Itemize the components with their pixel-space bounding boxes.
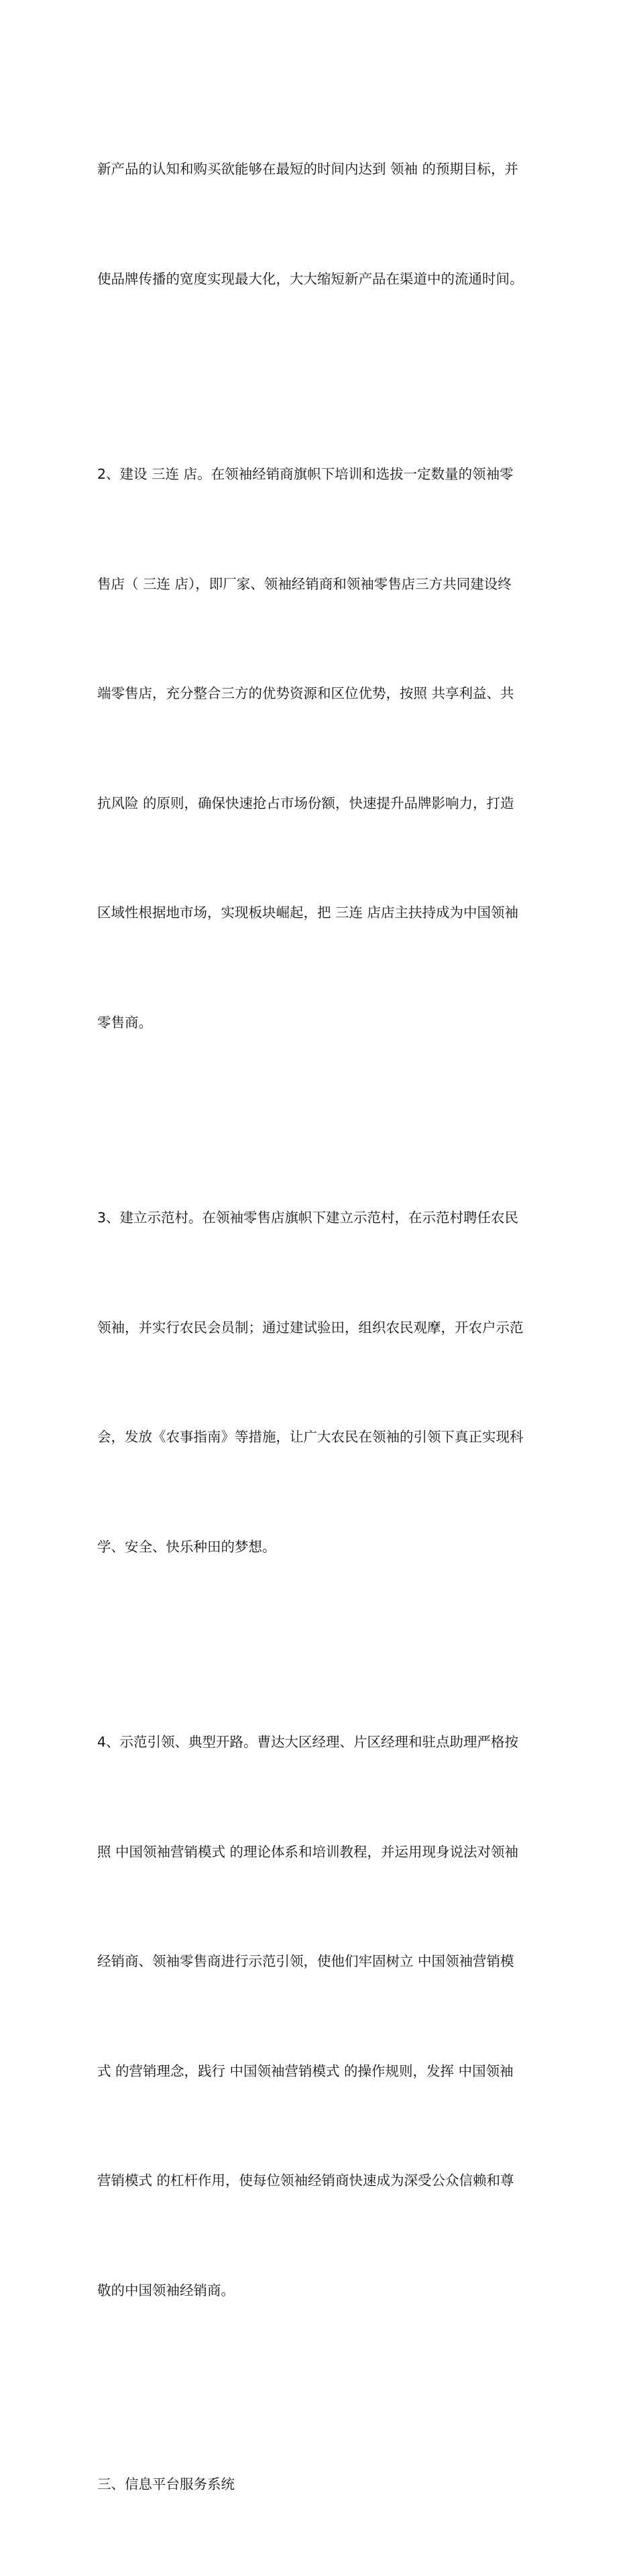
paragraph-item-3 [97,1126,543,1638]
text-line: 会，发放《农事指南》等措施，让广大农民在领袖的引领下真正实现科 [97,1429,524,1445]
document-body [97,78,543,2576]
paragraph-spacer [97,1638,543,1651]
text-line: 抗风险 的原则，确保快速抢占市场份额，快速提升品牌影响力，打造 [97,795,514,811]
text-line: 端零售店，充分整合三方的优势资源和区位优势，按照 共享利益、共 [97,685,514,701]
paragraph-spacer [97,370,543,383]
text-line: 售店（ 三连 店），即厂家、领袖经销商和领袖零售店三方共同建设终 [97,575,512,592]
text-line: 学、安全、快乐种田的梦想。 [97,1538,276,1555]
text-line: 式 的营销理念，践行 中国领袖营销模式 的操作规则，发挥 中国领袖 [97,2062,514,2079]
text-line: 使品牌传播的宽度实现最大化，大大缩短新产品在渠道中的流通时间。 [97,270,524,287]
text-line: 经销商、领袖零售商进行示范引领，使他们牢固树立 中国领袖营销模 [97,1953,514,1969]
text-line: 营销模式 的杠杆作用，使每位领袖经销商快速成为深受公众信赖和尊 [97,2172,514,2188]
paragraph-intro-continuation [97,78,543,370]
text-line: 新产品的认知和购买欲能够在最短的时间内达到 领袖 的预期目标，并 [97,161,519,177]
text-line: 零售商。 [97,1014,152,1031]
text-line: 4、示范引领、典型开路。曹达大区经理、片区经理和驻点助理严格按 [97,1734,519,1750]
paragraph-item-2 [97,383,543,1114]
text-line: 3、建立示范村。在领袖零售店旗帜下建立示范村，在示范村聘任农民 [97,1210,519,1226]
paragraph-spacer [97,2382,543,2393]
text-line: 领袖，并实行农民会员制；通过建试验田，组织农民观摩，开农户示范 [97,1319,524,1336]
paragraph-item-4 [97,1651,543,2382]
text-line: 区域性根据地市场，实现板块崛起，把 三连 店店主扶持成为中国领袖 [97,904,519,921]
section-heading [97,2393,543,2576]
text-line: 照 中国领袖营销模式 的理论体系和培训教程，并运用现身说法对领袖 [97,1843,519,1860]
text-line: 敬的中国领袖经销商。 [97,2282,235,2298]
text-line: 2、建设 三连 店。在领袖经销商旗帜下培训和选拔一定数量的领袖零 [97,466,514,482]
paragraph-spacer [97,1114,543,1126]
section-heading-text: 三、信息平台服务系统 [97,2476,235,2492]
